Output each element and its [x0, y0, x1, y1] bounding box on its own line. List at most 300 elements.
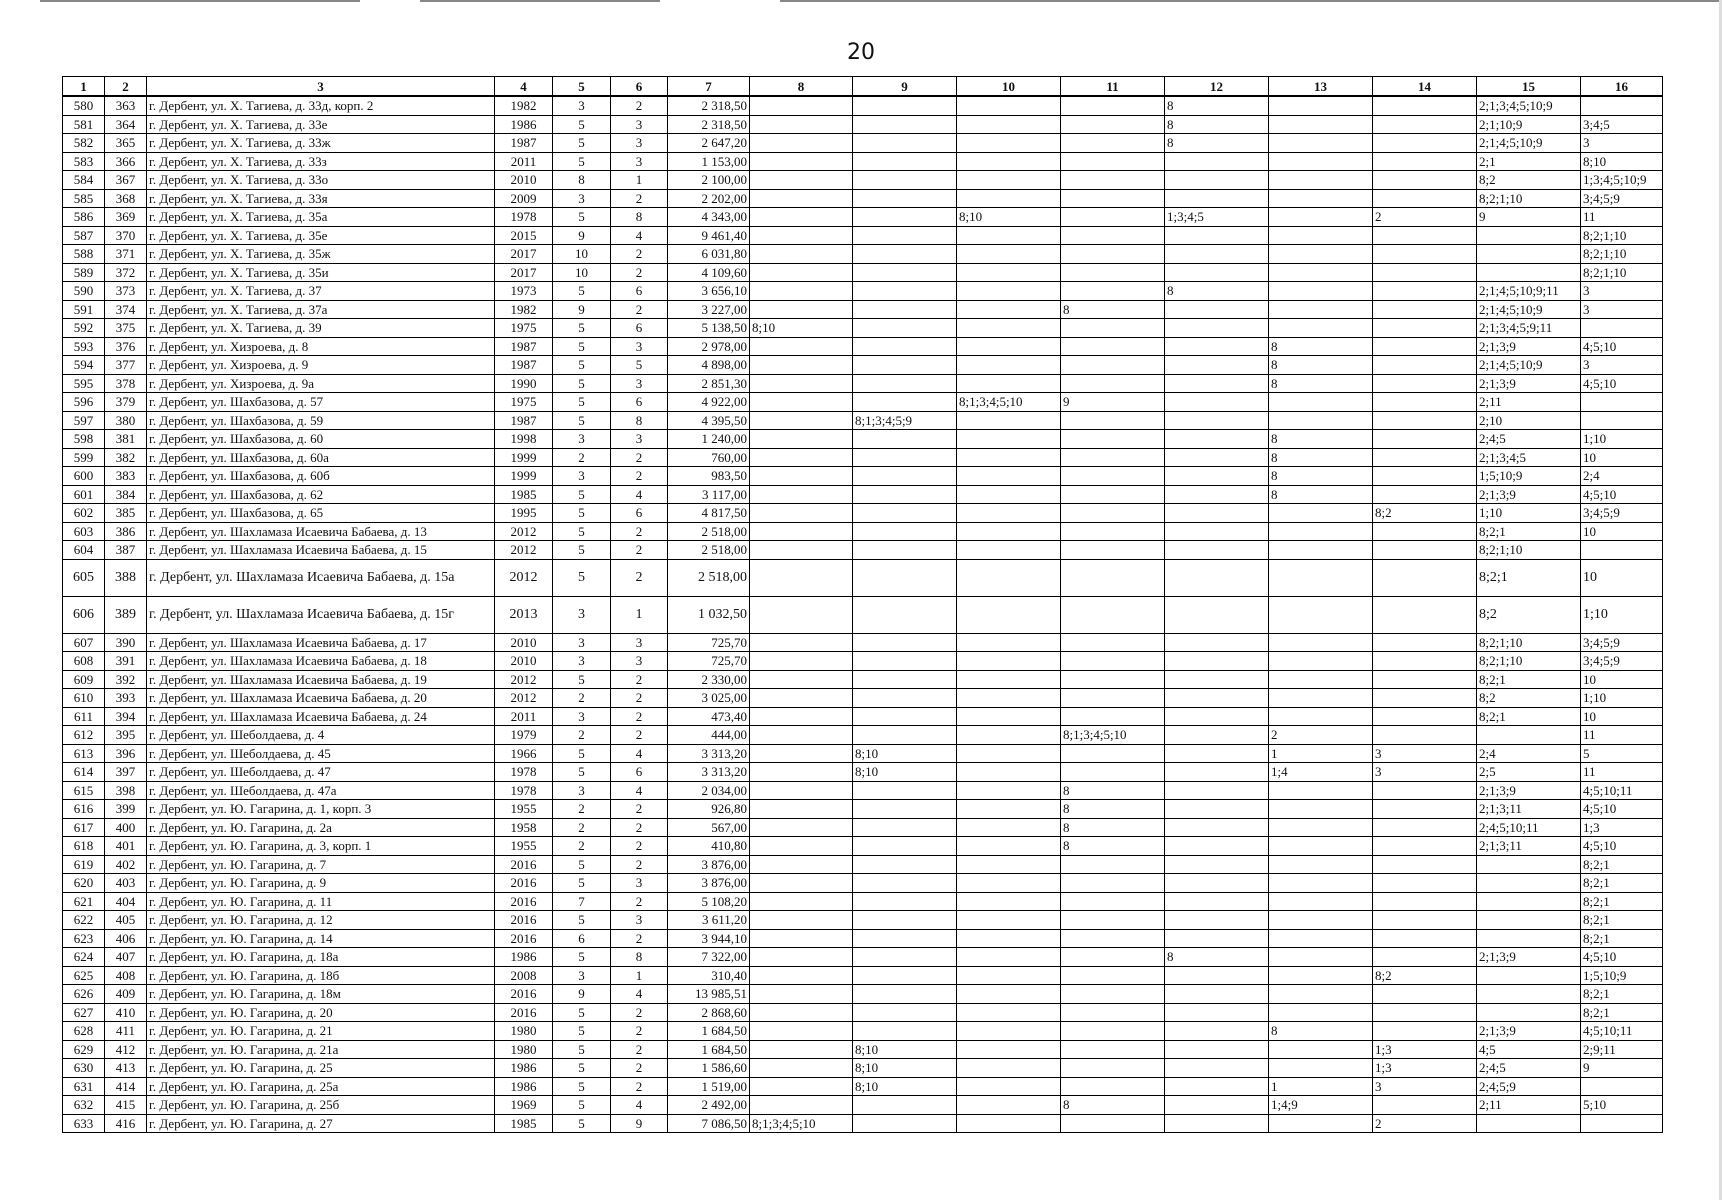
- table-cell-col-6: 8: [611, 411, 668, 430]
- table-cell-col-15: [1477, 245, 1581, 264]
- table-cell-col-15: 9: [1477, 208, 1581, 227]
- table-cell-col-1: 596: [63, 393, 105, 412]
- table-cell-col-12: 8: [1165, 96, 1269, 115]
- table-cell-col-8: [750, 226, 853, 245]
- table-cell-col-14: [1373, 689, 1477, 708]
- table-cell-col-10: [957, 522, 1061, 541]
- table-cell-col-15: 2;4;5: [1477, 1059, 1581, 1078]
- table-cell-col-11: [1061, 152, 1165, 171]
- table-cell-col-16: 10: [1581, 707, 1663, 726]
- table-row: [63, 781, 1663, 800]
- table-cell-col-15: 8;2;1: [1477, 522, 1581, 541]
- table-cell-col-6: 6: [611, 763, 668, 782]
- table-cell-col-13: [1269, 263, 1373, 282]
- table-cell-col-12: [1165, 393, 1269, 412]
- table-cell-col-8: [750, 96, 853, 115]
- table-cell-col-2: 415: [105, 1096, 147, 1115]
- table-cell-col-13: [1269, 1059, 1373, 1078]
- table-cell-col-4: 1999: [495, 467, 553, 486]
- table-cell-col-1: 598: [63, 430, 105, 449]
- table-cell-col-6: 3: [611, 134, 668, 153]
- table-cell-col-6: 2: [611, 1003, 668, 1022]
- table-cell-col-14: 1;3: [1373, 1040, 1477, 1059]
- column-header-15: 15: [1477, 77, 1581, 97]
- table-cell-col-3: г. Дербент, ул. Шахламаза Исаевича Бабаева, д. 17: [147, 633, 495, 652]
- table-cell-col-12: [1165, 171, 1269, 190]
- table-cell-col-5: 5: [553, 337, 611, 356]
- table-cell-col-16: 8;2;1;10: [1581, 245, 1663, 264]
- table-cell-col-16: 10: [1581, 522, 1663, 541]
- table-cell-col-15: 2;4: [1477, 744, 1581, 763]
- table-cell-col-12: [1165, 189, 1269, 208]
- table-cell-col-5: 2: [553, 689, 611, 708]
- table-cell-col-16: 11: [1581, 763, 1663, 782]
- table-cell-col-13: 8: [1269, 485, 1373, 504]
- table-cell-col-12: [1165, 152, 1269, 171]
- table-cell-col-10: [957, 319, 1061, 338]
- table-cell-col-6: 2: [611, 522, 668, 541]
- table-cell-col-14: [1373, 911, 1477, 930]
- table-cell-col-16: 1;10: [1581, 689, 1663, 708]
- table-cell-col-13: [1269, 134, 1373, 153]
- table-cell-col-6: 2: [611, 726, 668, 745]
- table-cell-col-7: 1 240,00: [668, 430, 750, 449]
- table-cell-col-5: 5: [553, 670, 611, 689]
- table-cell-col-16: [1581, 1077, 1663, 1096]
- table-cell-col-12: [1165, 966, 1269, 985]
- table-cell-col-6: 8: [611, 208, 668, 227]
- table-cell-col-3: г. Дербент, ул. Ю. Гагарина, д. 12: [147, 911, 495, 930]
- table-row: [63, 263, 1663, 282]
- table-cell-col-10: [957, 874, 1061, 893]
- table-cell-col-9: [853, 1114, 957, 1133]
- table-cell-col-5: 2: [553, 448, 611, 467]
- table-cell-col-8: [750, 393, 853, 412]
- table-cell-col-1: 597: [63, 411, 105, 430]
- table-cell-col-5: 5: [553, 393, 611, 412]
- table-cell-col-7: 9 461,40: [668, 226, 750, 245]
- table-cell-col-4: 2012: [495, 541, 553, 560]
- table-cell-col-2: 377: [105, 356, 147, 375]
- table-cell-col-15: 2;4;5;10;11: [1477, 818, 1581, 837]
- table-cell-col-11: [1061, 670, 1165, 689]
- table-row: [63, 300, 1663, 319]
- table-cell-col-5: 5: [553, 1096, 611, 1115]
- table-cell-col-2: 363: [105, 96, 147, 115]
- table-cell-col-15: 2;1;4;5;10;9;11: [1477, 282, 1581, 301]
- table-cell-col-15: 8;2: [1477, 596, 1581, 633]
- table-cell-col-13: [1269, 522, 1373, 541]
- column-header-7: 7: [668, 77, 750, 97]
- table-row: [63, 726, 1663, 745]
- table-cell-col-1: 610: [63, 689, 105, 708]
- table-row: [63, 1040, 1663, 1059]
- table-cell-col-14: [1373, 189, 1477, 208]
- table-cell-col-7: 1 519,00: [668, 1077, 750, 1096]
- table-row: [63, 559, 1663, 596]
- table-cell-col-4: 1982: [495, 96, 553, 115]
- table-cell-col-8: [750, 467, 853, 486]
- table-cell-col-5: 5: [553, 763, 611, 782]
- table-cell-col-1: 621: [63, 892, 105, 911]
- table-cell-col-10: [957, 337, 1061, 356]
- table-cell-col-11: [1061, 96, 1165, 115]
- table-cell-col-2: 404: [105, 892, 147, 911]
- table-cell-col-2: 369: [105, 208, 147, 227]
- table-cell-col-5: 9: [553, 985, 611, 1004]
- table-cell-col-9: [853, 985, 957, 1004]
- table-cell-col-5: 3: [553, 189, 611, 208]
- table-cell-col-8: [750, 152, 853, 171]
- table-cell-col-7: 3 025,00: [668, 689, 750, 708]
- table-cell-col-14: [1373, 596, 1477, 633]
- table-cell-col-6: 2: [611, 1040, 668, 1059]
- table-cell-col-2: 373: [105, 282, 147, 301]
- table-cell-col-16: 1;3;4;5;10;9: [1581, 171, 1663, 190]
- table-cell-col-9: [853, 892, 957, 911]
- table-cell-col-4: 2012: [495, 670, 553, 689]
- table-cell-col-9: 8;1;3;4;5;9: [853, 411, 957, 430]
- table-cell-col-12: [1165, 430, 1269, 449]
- table-cell-col-8: [750, 744, 853, 763]
- table-cell-col-7: 4 109,60: [668, 263, 750, 282]
- table-cell-col-16: 3;4;5;9: [1581, 633, 1663, 652]
- table-cell-col-15: [1477, 226, 1581, 245]
- table-cell-col-13: [1269, 911, 1373, 930]
- table-cell-col-9: [853, 245, 957, 264]
- table-row: [63, 855, 1663, 874]
- table-cell-col-11: [1061, 1077, 1165, 1096]
- table-cell-col-11: [1061, 892, 1165, 911]
- table-cell-col-5: 9: [553, 300, 611, 319]
- table-cell-col-13: [1269, 689, 1373, 708]
- table-cell-col-9: [853, 541, 957, 560]
- table-cell-col-13: [1269, 781, 1373, 800]
- table-cell-col-14: [1373, 800, 1477, 819]
- table-cell-col-11: [1061, 319, 1165, 338]
- table-cell-col-6: 4: [611, 744, 668, 763]
- table-cell-col-4: 2011: [495, 152, 553, 171]
- table-cell-col-16: 3;4;5: [1581, 115, 1663, 134]
- table-cell-col-14: [1373, 171, 1477, 190]
- table-cell-col-11: [1061, 374, 1165, 393]
- table-cell-col-5: 3: [553, 707, 611, 726]
- table-cell-col-2: 370: [105, 226, 147, 245]
- table-cell-col-15: 2;1;3;9: [1477, 337, 1581, 356]
- table-cell-col-2: 416: [105, 1114, 147, 1133]
- table-cell-col-13: [1269, 633, 1373, 652]
- table-cell-col-3: г. Дербент, ул. Шахламаза Исаевича Бабаева, д. 18: [147, 652, 495, 671]
- table-cell-col-2: 414: [105, 1077, 147, 1096]
- table-cell-col-8: [750, 633, 853, 652]
- table-cell-col-6: 2: [611, 689, 668, 708]
- table-cell-col-14: [1373, 374, 1477, 393]
- table-cell-col-14: [1373, 726, 1477, 745]
- table-row: [63, 1077, 1663, 1096]
- table-cell-col-7: 725,70: [668, 652, 750, 671]
- table-cell-col-15: [1477, 966, 1581, 985]
- table-cell-col-6: 1: [611, 596, 668, 633]
- table-cell-col-4: 1973: [495, 282, 553, 301]
- scan-artifact-line: [420, 0, 660, 2]
- table-cell-col-2: 413: [105, 1059, 147, 1078]
- table-cell-col-5: 10: [553, 263, 611, 282]
- table-cell-col-1: 586: [63, 208, 105, 227]
- table-cell-col-1: 584: [63, 171, 105, 190]
- table-cell-col-6: 2: [611, 929, 668, 948]
- table-cell-col-3: г. Дербент, ул. Х. Тагиева, д. 37: [147, 282, 495, 301]
- table-cell-col-5: 5: [553, 1114, 611, 1133]
- table-cell-col-6: 3: [611, 152, 668, 171]
- table-cell-col-10: [957, 985, 1061, 1004]
- table-cell-col-15: 2;4;5: [1477, 430, 1581, 449]
- scan-artifact-line: [780, 0, 1720, 2]
- table-cell-col-4: 2016: [495, 929, 553, 948]
- table-cell-col-11: [1061, 1114, 1165, 1133]
- table-cell-col-7: 1 684,50: [668, 1022, 750, 1041]
- table-cell-col-8: [750, 282, 853, 301]
- table-cell-col-2: 390: [105, 633, 147, 652]
- table-cell-col-1: 593: [63, 337, 105, 356]
- table-cell-col-4: 1986: [495, 115, 553, 134]
- table-cell-col-6: 6: [611, 504, 668, 523]
- table-cell-col-16: [1581, 411, 1663, 430]
- table-cell-col-11: [1061, 744, 1165, 763]
- table-cell-col-3: г. Дербент, ул. Х. Тагиева, д. 39: [147, 319, 495, 338]
- table-cell-col-7: 3 611,20: [668, 911, 750, 930]
- table-cell-col-15: 2;1;4;5;10;9: [1477, 356, 1581, 375]
- table-cell-col-15: 8;2;1;10: [1477, 633, 1581, 652]
- table-cell-col-8: [750, 263, 853, 282]
- table-cell-col-3: г. Дербент, ул. Х. Тагиева, д. 35а: [147, 208, 495, 227]
- table-cell-col-13: [1269, 892, 1373, 911]
- table-cell-col-12: [1165, 263, 1269, 282]
- table-cell-col-9: 8;10: [853, 1077, 957, 1096]
- table-cell-col-15: 2;1;3;11: [1477, 800, 1581, 819]
- table-cell-col-2: 406: [105, 929, 147, 948]
- table-cell-col-4: 2016: [495, 874, 553, 893]
- table-cell-col-16: 4;5;10: [1581, 337, 1663, 356]
- table-cell-col-10: [957, 892, 1061, 911]
- table-cell-col-3: г. Дербент, ул. Ю. Гагарина, д. 3, корп. 1: [147, 837, 495, 856]
- table-cell-col-1: 605: [63, 559, 105, 596]
- table-cell-col-12: [1165, 689, 1269, 708]
- table-row: [63, 800, 1663, 819]
- table-cell-col-9: [853, 652, 957, 671]
- table-cell-col-8: [750, 985, 853, 1004]
- table-cell-col-9: [853, 226, 957, 245]
- table-cell-col-8: [750, 504, 853, 523]
- table-cell-col-10: [957, 929, 1061, 948]
- table-cell-col-14: [1373, 245, 1477, 264]
- table-cell-col-11: [1061, 874, 1165, 893]
- table-cell-col-8: [750, 541, 853, 560]
- table-cell-col-4: 2010: [495, 171, 553, 190]
- table-cell-col-4: 2016: [495, 892, 553, 911]
- table-cell-col-1: 623: [63, 929, 105, 948]
- table-row: [63, 948, 1663, 967]
- table-cell-col-2: 409: [105, 985, 147, 1004]
- table-cell-col-8: [750, 356, 853, 375]
- table-cell-col-4: 1982: [495, 300, 553, 319]
- table-cell-col-13: [1269, 1003, 1373, 1022]
- table-cell-col-12: [1165, 356, 1269, 375]
- table-cell-col-10: [957, 152, 1061, 171]
- table-cell-col-9: 8;10: [853, 744, 957, 763]
- table-cell-col-14: [1373, 1003, 1477, 1022]
- table-cell-col-12: [1165, 744, 1269, 763]
- table-cell-col-7: 3 876,00: [668, 855, 750, 874]
- table-cell-col-6: 1: [611, 171, 668, 190]
- table-cell-col-14: [1373, 282, 1477, 301]
- table-cell-col-13: [1269, 985, 1373, 1004]
- table-cell-col-7: 1 586,60: [668, 1059, 750, 1078]
- table-cell-col-15: 2;1;3;9: [1477, 1022, 1581, 1041]
- table-cell-col-11: [1061, 1022, 1165, 1041]
- table-cell-col-12: [1165, 596, 1269, 633]
- table-cell-col-8: [750, 374, 853, 393]
- table-cell-col-4: 1987: [495, 134, 553, 153]
- table-cell-col-13: 1;4;9: [1269, 1096, 1373, 1115]
- table-cell-col-1: 622: [63, 911, 105, 930]
- table-cell-col-12: [1165, 245, 1269, 264]
- table-row: [63, 892, 1663, 911]
- table-cell-col-11: [1061, 245, 1165, 264]
- table-cell-col-6: 2: [611, 1059, 668, 1078]
- table-cell-col-9: [853, 430, 957, 449]
- table-cell-col-4: 1986: [495, 948, 553, 967]
- table-cell-col-1: 624: [63, 948, 105, 967]
- table-cell-col-7: 4 817,50: [668, 504, 750, 523]
- table-cell-col-4: 2016: [495, 1003, 553, 1022]
- table-cell-col-14: [1373, 319, 1477, 338]
- table-cell-col-6: 4: [611, 985, 668, 1004]
- table-cell-col-10: [957, 652, 1061, 671]
- table-cell-col-7: 2 518,00: [668, 559, 750, 596]
- table-cell-col-15: 2;1;3;4;5;10;9: [1477, 96, 1581, 115]
- table-cell-col-3: г. Дербент, ул. Ю. Гагарина, д. 2а: [147, 818, 495, 837]
- table-cell-col-15: [1477, 1003, 1581, 1022]
- table-cell-col-1: 614: [63, 763, 105, 782]
- table-cell-col-10: 8;10: [957, 208, 1061, 227]
- table-cell-col-7: 3 227,00: [668, 300, 750, 319]
- table-cell-col-6: 3: [611, 115, 668, 134]
- table-cell-col-9: [853, 522, 957, 541]
- table-cell-col-1: 628: [63, 1022, 105, 1041]
- table-cell-col-9: [853, 633, 957, 652]
- table-cell-col-6: 2: [611, 559, 668, 596]
- table-row: [63, 911, 1663, 930]
- table-cell-col-7: 2 851,30: [668, 374, 750, 393]
- table-cell-col-3: г. Дербент, ул. Ю. Гагарина, д. 14: [147, 929, 495, 948]
- table-cell-col-16: [1581, 319, 1663, 338]
- table-cell-col-15: 2;1;3;4;5: [1477, 448, 1581, 467]
- table-cell-col-4: 1998: [495, 430, 553, 449]
- table-cell-col-6: 2: [611, 800, 668, 819]
- table-cell-col-4: 1979: [495, 726, 553, 745]
- table-cell-col-1: 601: [63, 485, 105, 504]
- table-cell-col-15: [1477, 726, 1581, 745]
- table-cell-col-10: 8;1;3;4;5;10: [957, 393, 1061, 412]
- table-cell-col-10: [957, 300, 1061, 319]
- table-row: [63, 541, 1663, 560]
- table-cell-col-14: [1373, 633, 1477, 652]
- table-cell-col-13: [1269, 929, 1373, 948]
- table-cell-col-10: [957, 559, 1061, 596]
- table-cell-col-5: 2: [553, 726, 611, 745]
- table-cell-col-15: 8;2: [1477, 689, 1581, 708]
- table-cell-col-2: 372: [105, 263, 147, 282]
- table-cell-col-5: 5: [553, 356, 611, 375]
- table-cell-col-12: [1165, 781, 1269, 800]
- table-cell-col-11: [1061, 448, 1165, 467]
- table-cell-col-14: [1373, 448, 1477, 467]
- table-cell-col-2: 410: [105, 1003, 147, 1022]
- table-cell-col-6: 6: [611, 393, 668, 412]
- table-cell-col-4: 2012: [495, 559, 553, 596]
- table-cell-col-10: [957, 485, 1061, 504]
- table-cell-col-16: 8;2;1: [1581, 929, 1663, 948]
- table-row: [63, 763, 1663, 782]
- table-cell-col-14: [1373, 670, 1477, 689]
- table-cell-col-1: 607: [63, 633, 105, 652]
- table-row: [63, 430, 1663, 449]
- table-cell-col-6: 2: [611, 818, 668, 837]
- table-cell-col-8: [750, 726, 853, 745]
- table-cell-col-2: 382: [105, 448, 147, 467]
- table-cell-col-1: 609: [63, 670, 105, 689]
- table-cell-col-10: [957, 356, 1061, 375]
- table-cell-col-4: 1987: [495, 337, 553, 356]
- table-cell-col-15: [1477, 985, 1581, 1004]
- table-cell-col-6: 2: [611, 96, 668, 115]
- table-cell-col-4: 2015: [495, 226, 553, 245]
- table-cell-col-10: [957, 800, 1061, 819]
- table-cell-col-10: [957, 689, 1061, 708]
- table-cell-col-2: 386: [105, 522, 147, 541]
- table-cell-col-14: [1373, 337, 1477, 356]
- table-cell-col-12: [1165, 226, 1269, 245]
- table-cell-col-9: [853, 596, 957, 633]
- table-cell-col-2: 394: [105, 707, 147, 726]
- table-cell-col-11: [1061, 985, 1165, 1004]
- table-cell-col-1: 594: [63, 356, 105, 375]
- table-cell-col-7: 2 518,00: [668, 522, 750, 541]
- table-cell-col-11: [1061, 707, 1165, 726]
- table-cell-col-5: 5: [553, 559, 611, 596]
- table-cell-col-12: [1165, 726, 1269, 745]
- table-cell-col-10: [957, 96, 1061, 115]
- table-cell-col-1: 630: [63, 1059, 105, 1078]
- column-header-9: 9: [853, 77, 957, 97]
- table-cell-col-3: г. Дербент, ул. Шахламаза Исаевича Бабаева, д. 15: [147, 541, 495, 560]
- table-cell-col-11: [1061, 171, 1165, 190]
- table-cell-col-11: [1061, 430, 1165, 449]
- table-cell-col-11: [1061, 689, 1165, 708]
- table-cell-col-14: [1373, 411, 1477, 430]
- table-cell-col-13: [1269, 96, 1373, 115]
- table-cell-col-13: 8: [1269, 430, 1373, 449]
- table-cell-col-4: 1987: [495, 356, 553, 375]
- table-cell-col-2: 399: [105, 800, 147, 819]
- table-cell-col-1: 613: [63, 744, 105, 763]
- table-row: [63, 411, 1663, 430]
- table-cell-col-9: [853, 300, 957, 319]
- table-cell-col-2: 401: [105, 837, 147, 856]
- table-cell-col-2: 366: [105, 152, 147, 171]
- table-cell-col-2: 405: [105, 911, 147, 930]
- table-cell-col-4: 1986: [495, 1059, 553, 1078]
